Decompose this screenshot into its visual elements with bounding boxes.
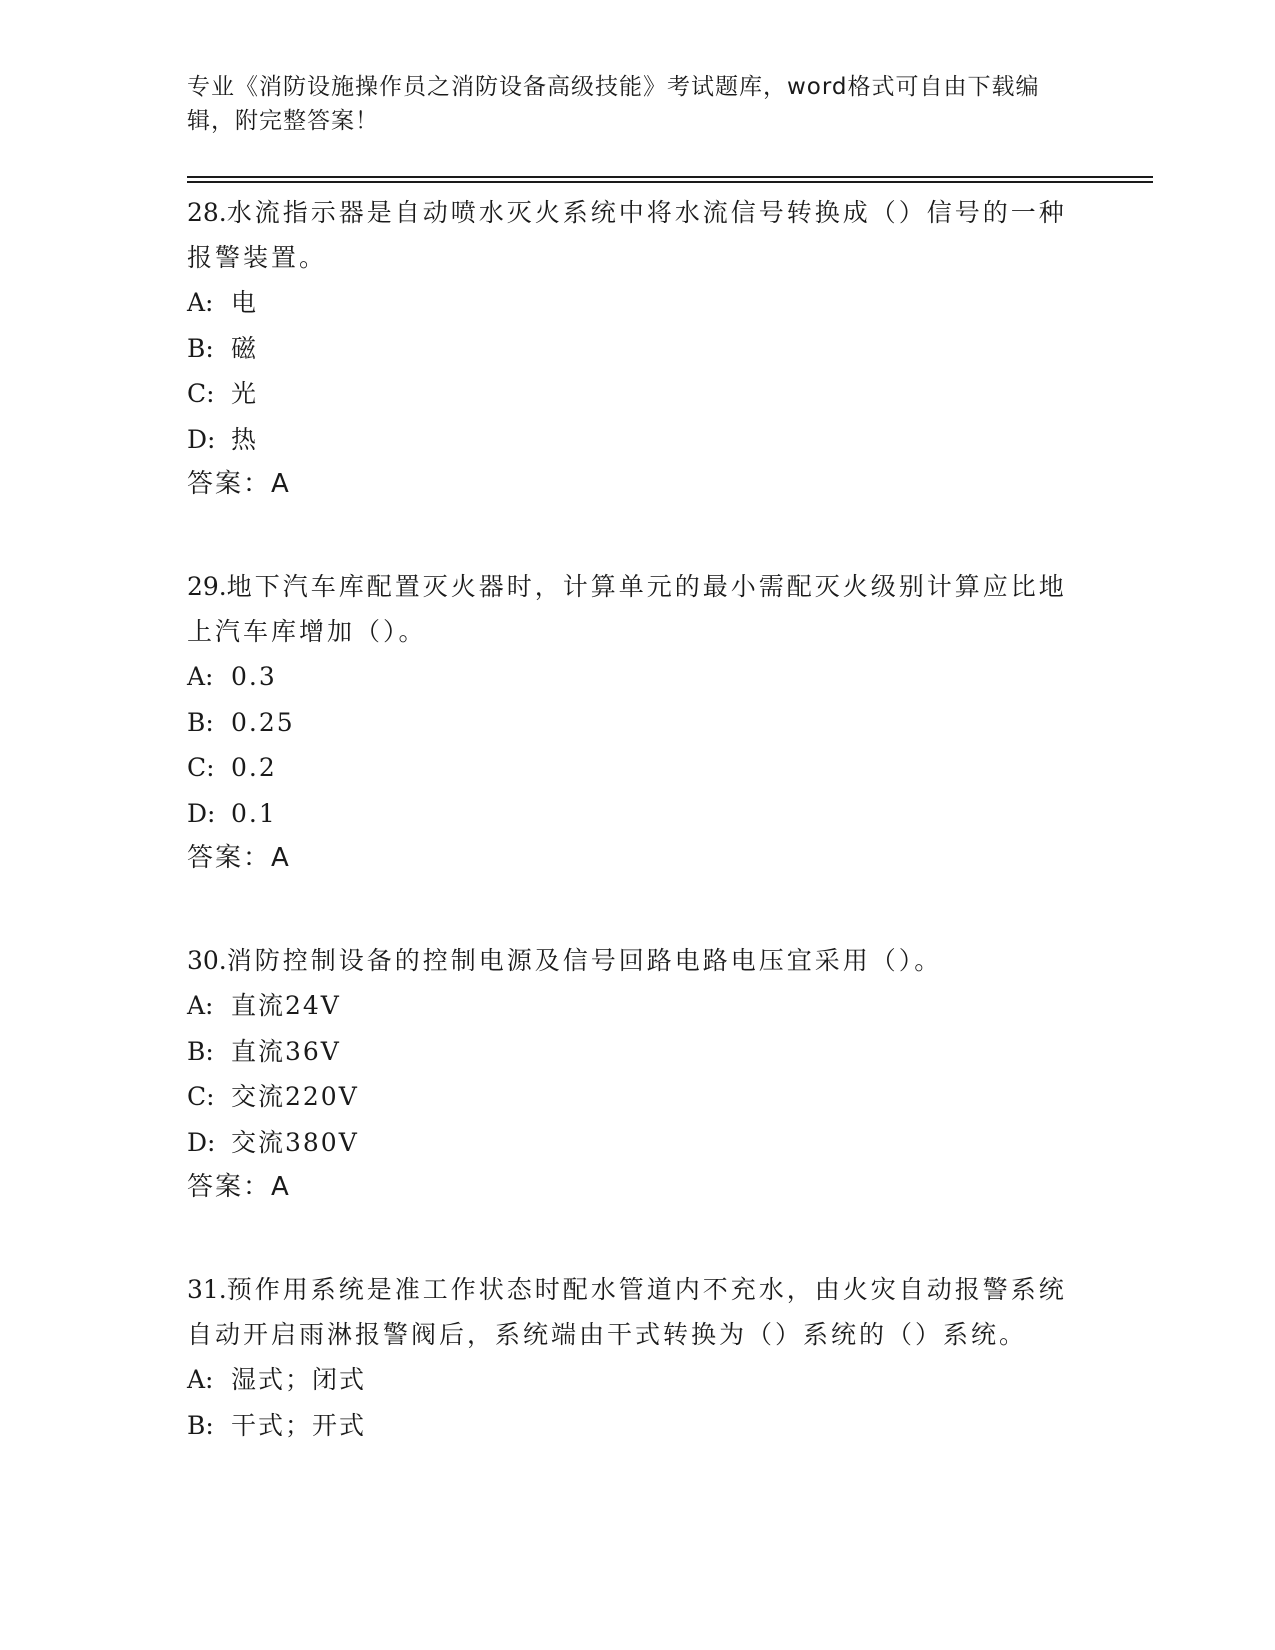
question-stem [187, 1267, 1087, 1357]
answer-option [187, 371, 1087, 417]
option-label: B: [187, 333, 214, 363]
option-text: 交流380V [231, 1127, 359, 1157]
question-item [187, 564, 1087, 881]
header-divider-top [187, 176, 1153, 178]
question-text: 地下汽车库配置灭火器时，计算单元的最小需配灭火级别计算应比地上汽车库增加（）。 [187, 572, 1067, 646]
option-label: A: [187, 1365, 214, 1394]
answer-option [187, 654, 1087, 700]
option-text: 0.3 [231, 662, 277, 691]
question-text: 消防控制设备的控制电源及信号回路电路电压宜采用（）。 [226, 946, 943, 975]
answer-option [187, 700, 1087, 746]
answer-option [187, 1029, 1087, 1075]
option-label: B: [187, 707, 214, 737]
option-label: A: [187, 288, 214, 317]
answer-option [187, 791, 1087, 837]
question-stem [187, 938, 1087, 983]
question-item [187, 190, 1087, 507]
answer-option [187, 745, 1087, 791]
question-number: 30. [187, 946, 227, 975]
option-label: B: [187, 1036, 214, 1066]
header-divider-bottom [187, 181, 1153, 183]
option-text: 交流220V [231, 1082, 359, 1111]
answer-option [187, 1074, 1087, 1120]
answer-option [187, 983, 1087, 1029]
option-text: 磁 [231, 333, 259, 363]
option-text: 0.25 [231, 707, 295, 737]
option-text: 热 [231, 424, 259, 454]
answer-option [187, 1357, 1087, 1403]
option-label: A: [187, 991, 214, 1020]
option-text: 直流36V [231, 1036, 341, 1066]
question-stem [187, 190, 1087, 280]
option-text: 0.1 [231, 798, 277, 828]
question-number: 29. [187, 572, 227, 601]
option-text: 光 [231, 379, 259, 408]
option-label: D: [187, 424, 216, 454]
question-number: 28. [187, 198, 227, 227]
question-text: 水流指示器是自动喷水灭火系统中将水流信号转换成（）信号的一种报警装置。 [187, 198, 1067, 272]
answer-key: 答案：A [187, 1172, 291, 1202]
option-label: A: [187, 662, 214, 691]
answer-key: 答案：A [187, 469, 291, 499]
option-text: 电 [231, 288, 259, 317]
answer-option [187, 1403, 1087, 1449]
question-item [187, 938, 1087, 1210]
option-text: 直流24V [231, 991, 341, 1020]
answer-option [187, 326, 1087, 372]
question-item [187, 1267, 1087, 1448]
question-list [187, 190, 1087, 1505]
question-number: 31. [187, 1275, 227, 1304]
option-label: C: [187, 1082, 215, 1111]
answer-option [187, 280, 1087, 326]
answer-option [187, 417, 1087, 463]
answer-key: 答案：A [187, 843, 291, 873]
document-header: 专业《消防设施操作员之消防设备高级技能》考试题库，word格式可自由下载编辑，附完整答案！ [187, 74, 1040, 134]
question-stem [187, 564, 1087, 654]
option-text: 0.2 [231, 753, 277, 782]
option-label: C: [187, 753, 215, 782]
option-label: D: [187, 1127, 216, 1157]
option-label: D: [187, 798, 216, 828]
answer-option [187, 1120, 1087, 1166]
question-text: 预作用系统是准工作状态时配水管道内不充水，由火灾自动报警系统自动开启雨淋报警阀后，系统端由干式转换为（）系统的（）系统。 [187, 1275, 1067, 1349]
option-label: B: [187, 1410, 214, 1440]
option-text: 湿式；闭式 [231, 1365, 367, 1394]
option-text: 干式；开式 [231, 1410, 367, 1440]
option-label: C: [187, 379, 215, 408]
